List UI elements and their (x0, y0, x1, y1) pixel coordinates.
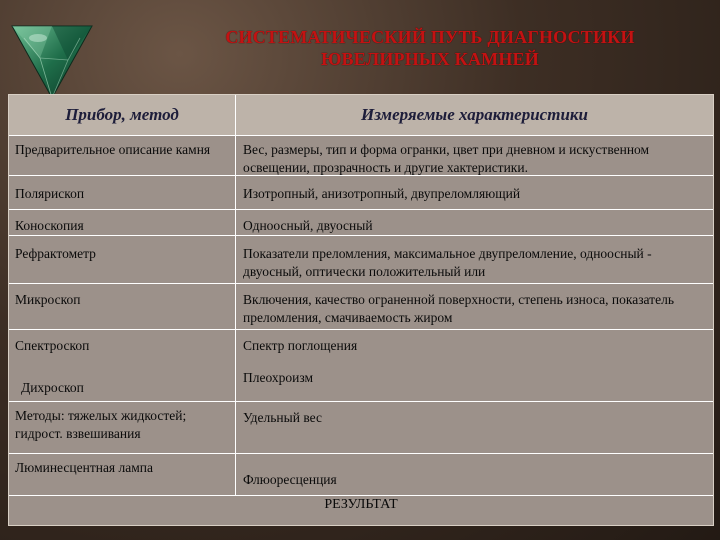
row-divider (9, 135, 713, 136)
table-row-value: Показатели преломления, максимальное двупреломление, одноосный - двуосный, оптически положительный или (243, 246, 652, 279)
row-divider (9, 453, 713, 454)
diagnostics-table (8, 94, 714, 526)
green-gem-icon (10, 18, 94, 100)
table-row-method: Люминесцентная лампа (15, 460, 154, 475)
table-row-method: Рефрактометр (15, 246, 96, 261)
row-divider (9, 283, 713, 284)
row-divider (9, 209, 713, 210)
table-row-value: Изотропный, анизотропный, двупреломляющий (243, 186, 521, 201)
table-row-value: Удельный вес (243, 410, 322, 425)
table-row-value: Вес, размеры, тип и форма огранки, цвет при дневном и искуственном освещении, прозрачность и другие хактеристики. (243, 142, 650, 175)
result-label: РЕЗУЛЬТАТ (324, 497, 398, 512)
header-method-cell (9, 95, 236, 135)
table-row-value: Одноосный, двуосный (243, 218, 373, 233)
row-divider (9, 235, 713, 236)
table-row-value: Спектр поглощения (243, 338, 358, 353)
table-row-value: Флюоресценция (243, 472, 337, 487)
table-row-method: Методы: тяжелых жидкостей; гидрост. взвешивания (15, 408, 187, 441)
table-row-value: Плеохроизм (243, 370, 314, 385)
row-divider (9, 495, 713, 496)
title-line-2: ЮВЕЛИРНЫХ КАМНЕЙ (321, 49, 539, 69)
header-characteristics: Измеряемые характеристики (361, 105, 588, 124)
table-row-method: Коноскопия (15, 218, 84, 233)
table-row-value: Включения, качество ограненной поверхности, степень износа, показатель преломления, смачиваемость жиром (243, 292, 674, 325)
table-row-method: Спектроскоп (15, 338, 90, 353)
page-title (170, 26, 690, 70)
column-divider (235, 135, 236, 495)
row-divider (9, 329, 713, 330)
table-row-method: Предварительное описание камня (15, 142, 211, 157)
header-method: Прибор, метод (65, 105, 179, 124)
header-characteristics-cell (236, 95, 713, 135)
table-row-method: Микроскоп (15, 292, 81, 307)
row-divider (9, 401, 713, 402)
table-row-method: Полярископ (15, 186, 85, 201)
table-row-method: Дихроскоп (21, 380, 84, 395)
title-line-1: СИСТЕМАТИЧЕСКИЙ ПУТЬ ДИАГНОСТИКИ (225, 27, 635, 47)
